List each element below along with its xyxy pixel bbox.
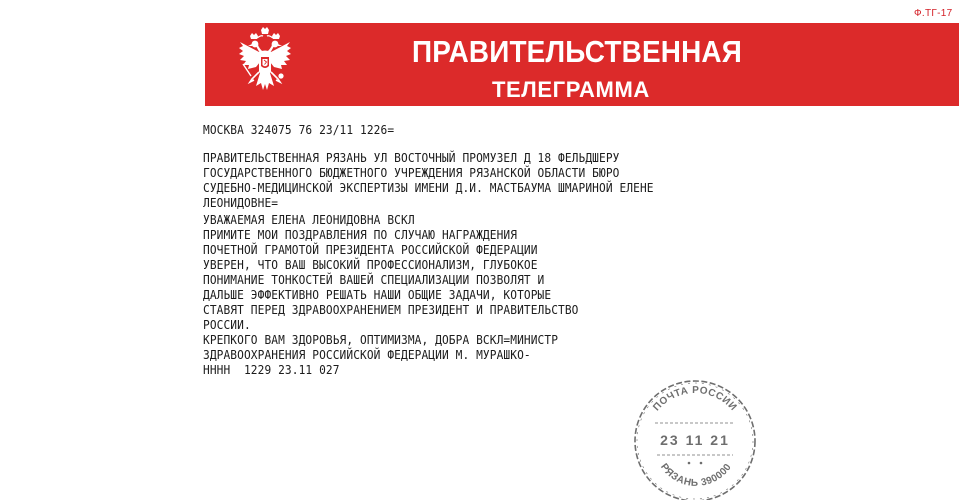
message-line: РОССИИ. (203, 318, 251, 332)
postmark-date: 23 11 21 (660, 432, 730, 448)
message-line: КРЕПКОГО ВАМ ЗДОРОВЬЯ, ОПТИМИЗМА, ДОБРА ВСКЛ=МИНИСТР (203, 333, 559, 347)
telegram-header-line: МОСКВА 324075 76 23/11 1226= (203, 123, 395, 137)
telegram-banner (205, 23, 959, 106)
message-line: ПОЧЕТНОЙ ГРАМОТОЙ ПРЕЗИДЕНТА РОССИЙСКОЙ ФЕДЕРАЦИИ (203, 243, 538, 257)
telegram-message (203, 213, 579, 363)
form-code: Ф.ТГ-17 (914, 8, 953, 19)
message-line: ПОНИМАНИЕ ТОНКОСТЕЙ ВАШЕЙ СПЕЦИАЛИЗАЦИИ ПОЗВОЛЯТ И (203, 273, 545, 287)
banner-subtitle: ТЕЛЕГРАММА (492, 77, 650, 102)
message-line: УВЕРЕН, ЧТО ВАШ ВЫСОКИЙ ПРОФЕССИОНАЛИЗМ, ГЛУБОКОЕ (203, 258, 538, 272)
message-line: УВАЖАЕМАЯ ЕЛЕНА ЛЕОНИДОВНА ВСКЛ (203, 213, 415, 227)
russian-double-headed-eagle-icon (237, 26, 293, 104)
message-line: ДАЛЬШЕ ЭФФЕКТИВНО РЕШАТЬ НАШИ ОБЩИЕ ЗАДАЧИ, КОТОРЫЕ (203, 288, 552, 302)
banner-title: ПРАВИТЕЛЬСТВЕННАЯ (412, 34, 742, 69)
postmark-top-text: ПОЧТА РОССИИ (651, 384, 739, 414)
address-line: ЛЕОНИДОВНЕ= (203, 196, 279, 210)
address-line: ГОСУДАРСТВЕННОГО БЮДЖЕТНОГО УЧРЕЖДЕНИЯ РЯЗАНСКОЙ ОБЛАСТИ БЮРО (203, 166, 620, 180)
message-line: ЗДРАВООХРАНЕНИЯ РОССИЙСКОЙ ФЕДЕРАЦИИ М. МУРАШКО- (203, 348, 531, 362)
address-line: ПРАВИТЕЛЬСТВЕННАЯ РЯЗАНЬ УЛ ВОСТОЧНЫЙ ПРОМУЗЕЛ Д 18 ФЕЛЬДШЕРУ (203, 151, 620, 165)
postmark-stamp (625, 373, 763, 500)
address-line: СУДЕБНО-МЕДИЦИНСКОЙ ЭКСПЕРТИЗЫ ИМЕНИ Д.И. МАСТБАУМА ШМАРИНОЙ ЕЛЕНЕ (203, 181, 654, 195)
telegram-footer-line: НННН 1229 23.11 027 (203, 363, 340, 377)
message-line: ПРИМИТЕ МОИ ПОЗДРАВЛЕНИЯ ПО СЛУЧАЮ НАГРАЖДЕНИЯ (203, 228, 518, 242)
message-line: СТАВЯТ ПЕРЕД ЗДРАВООХРАНЕНИЕМ ПРЕЗИДЕНТ И ПРАВИТЕЛЬСТВО (203, 303, 579, 317)
svg-text:РЯЗАНЬ 390000 (658, 462, 734, 489)
postmark-bottom-text: РЯЗАНЬ 390000 (658, 461, 734, 489)
telegram-address (203, 151, 654, 211)
